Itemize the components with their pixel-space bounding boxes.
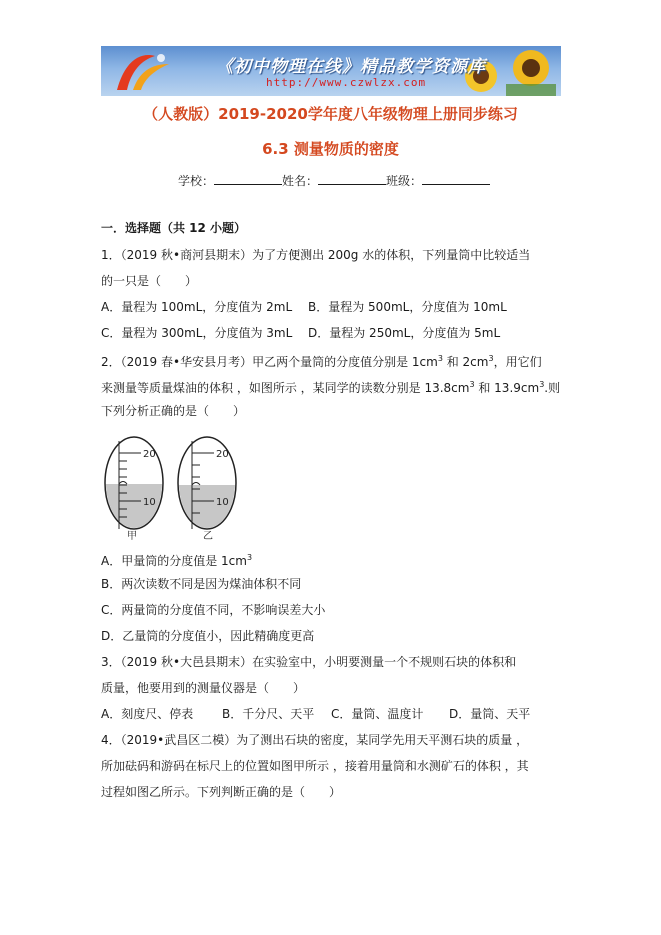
q2-option-d: D．乙量筒的分度值小，因此精确度更高 bbox=[101, 629, 315, 643]
graduated-cylinders-figure bbox=[101, 433, 251, 543]
q1-line-1: 1．（2019 秋•商河县期末）为了方便测出 200g 水的体积，下列量筒中比较适当 bbox=[101, 248, 531, 262]
q1-option-d: D．量程为 250mL，分度值为 5mL bbox=[308, 326, 501, 340]
section-heading: 一．选择题（共 12 小题） bbox=[101, 221, 247, 235]
q2-option-a-text: A．甲量筒的分度值是 1cm bbox=[101, 554, 247, 568]
q4-line-3: 过程如图乙所示。下列判断正确的是（ ） bbox=[101, 785, 342, 799]
banner-title: 《初中物理在线》精品教学资源库 bbox=[216, 57, 486, 77]
q3-line-1: 3．（2019 秋•大邑县期末）在实验室中，小明要测量一个不规则石块的体积和 bbox=[101, 655, 517, 669]
q1-option-c: C．量程为 300mL，分度值为 3mL bbox=[101, 326, 293, 340]
page-subtitle: 6.3 测量物质的密度 bbox=[262, 140, 399, 158]
q2-sup-1: 3 bbox=[437, 354, 443, 363]
q2-sup-3: 3 bbox=[469, 380, 475, 389]
q2-line-2-text-c: .则 bbox=[544, 381, 561, 395]
class-blank bbox=[422, 173, 490, 185]
cylinder-jia bbox=[105, 437, 163, 542]
class-label: 班级： bbox=[386, 174, 423, 188]
name-blank bbox=[318, 173, 386, 185]
q1-option-b: B．量程为 500mL，分度值为 10mL bbox=[308, 300, 507, 314]
cylinder-jia-caption: 甲 bbox=[127, 531, 137, 542]
q2-option-b: B．两次读数不同是因为煤油体积不同 bbox=[101, 577, 302, 591]
q3-option-d: D．量筒、天平 bbox=[449, 707, 531, 721]
q2-option-c: C．两量筒的分度值不同，不影响误差大小 bbox=[101, 603, 326, 617]
cylinder-jia-label-10: 10 bbox=[143, 497, 156, 508]
cylinder-yi-label-10: 10 bbox=[216, 497, 229, 508]
q2-line-1-text-b: 和 2cm bbox=[442, 355, 489, 369]
q2-line-1 bbox=[101, 351, 542, 370]
q2-line-2-text-a: 来测量等质量煤油的体积 ，如图所示 ，某同学的读数分别是 13.8cm bbox=[101, 381, 470, 395]
school-blank bbox=[214, 173, 282, 185]
q2-option-a-sup: 3 bbox=[246, 553, 253, 562]
q2-line-2 bbox=[101, 377, 560, 396]
q4-line-1: 4．（2019•武昌区二模）为了测出石块的密度，某同学先用天平测石块的质量 ， bbox=[101, 733, 529, 747]
q3-line-2: 质量，他要用到的测量仪器是（ ） bbox=[101, 681, 306, 695]
q3-option-c: C．量筒、温度计 bbox=[331, 707, 424, 721]
name-label: 姓名： bbox=[282, 174, 319, 188]
cylinder-jia-label-20: 20 bbox=[143, 449, 156, 460]
q3-option-a: A．刻度尺、停表 bbox=[101, 707, 194, 721]
cylinder-yi bbox=[178, 437, 236, 542]
q1-line-2: 的一只是（ ） bbox=[101, 274, 198, 288]
q4-line-2: 所加砝码和游码在标尺上的位置如图甲所示 ，接着用量筒和水测矿石的体积 ，其 bbox=[101, 759, 529, 773]
cylinder-yi-label-20: 20 bbox=[216, 449, 229, 460]
site-logo-icon bbox=[111, 50, 181, 94]
q2-option-a bbox=[101, 550, 252, 569]
student-info-line bbox=[178, 172, 490, 189]
q2-sup-4: 3 bbox=[539, 380, 545, 389]
q2-line-2-text-b: 和 13.9cm bbox=[474, 381, 540, 395]
cylinder-yi-caption: 乙 bbox=[203, 531, 213, 542]
q1-option-a: A．量程为 100mL，分度值为 2mL bbox=[101, 300, 293, 314]
q2-line-1-text-a: 2．（2019 春•华安县月考）甲乙两个量筒的分度值分别是 1cm bbox=[101, 355, 438, 369]
q2-line-3: 下列分析正确的是（ ） bbox=[101, 404, 246, 418]
q2-sup-2: 3 bbox=[488, 354, 494, 363]
q2-line-1-text-c: ，用它们 bbox=[493, 355, 542, 369]
banner-url: http://www.czwlzx.com bbox=[266, 76, 427, 89]
page-title: （人教版）2019-2020学年度八年级物理上册同步练习 bbox=[143, 105, 518, 123]
q3-option-b: B．千分尺、天平 bbox=[222, 707, 315, 721]
school-label: 学校： bbox=[178, 174, 215, 188]
header-banner bbox=[101, 46, 561, 96]
